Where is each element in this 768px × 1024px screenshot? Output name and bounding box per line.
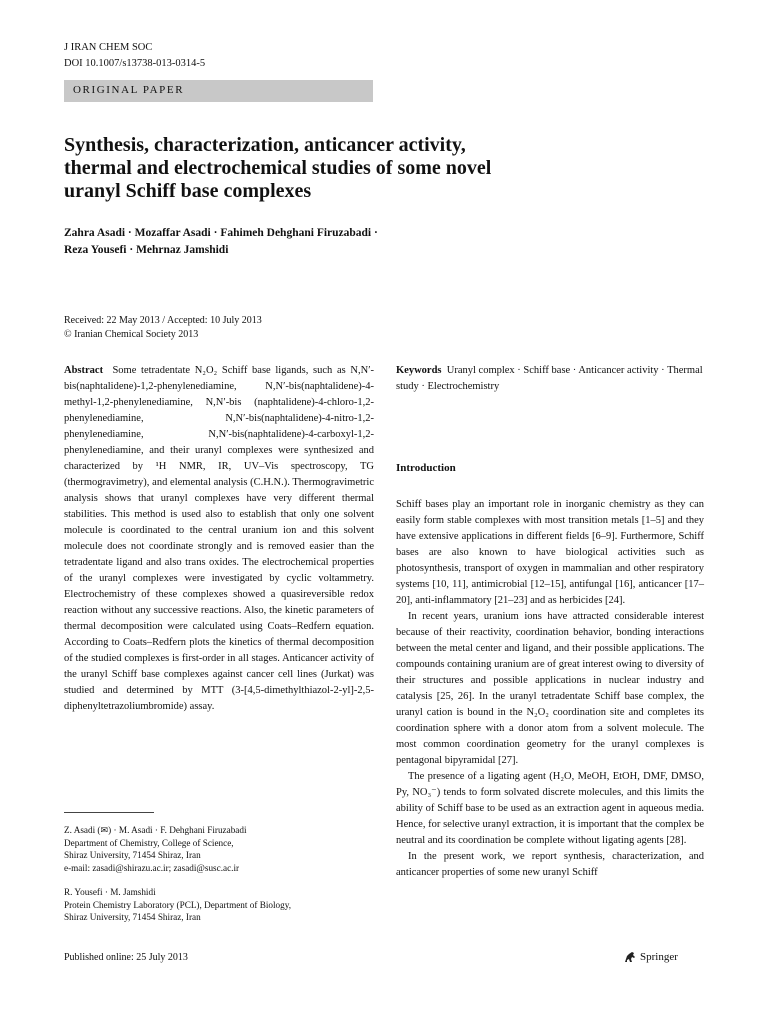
affil-1-email: e-mail: zasadi@shirazu.ac.ir; zasadi@susc.ac.ir (64, 862, 240, 873)
journal-name: J IRAN CHEM SOC (64, 42, 153, 53)
article-type-banner (64, 80, 373, 102)
received-accepted: Received: 22 May 2013 / Accepted: 10 July 2013 (64, 315, 262, 326)
footnote-divider (64, 812, 154, 813)
doi: DOI 10.1007/s13738-013-0314-5 (64, 58, 206, 69)
keywords-heading: Keywords (396, 365, 442, 376)
dates-block (64, 314, 262, 342)
intro-paragraph-1: Schiff bases play an important role in inorganic chemistry as they can easily form stable complexes with most transition metals [1–5] and they have extensive applications in different fields [6–9]. Furthermore, Schiff bases are also known to have biological activities such as photosynthesis, transport of oxygen in mammalian and other respiratory systems [10, 11], antimicrobial [12–15], antifungal [16], anticancer [17–20], anti-inflammatory [21–23] and as herbicides [24]. (396, 499, 704, 606)
paper-title: Synthesis, characterization, anticancer activity, thermal and electrochemical studies of some novel uranyl Schiff base complexes (64, 134, 492, 202)
springer-horse-icon (623, 950, 637, 964)
affiliations (64, 824, 374, 924)
right-column (396, 363, 704, 881)
article-type-label: ORIGINAL PAPER (73, 84, 185, 96)
authors-line-1: Zahra Asadi · Mozaffar Asadi · Fahimeh Dehghani Firuzabadi · (64, 227, 378, 239)
affil-1-authors: Z. Asadi (✉) · M. Asadi · F. Dehghani Firuzabadi (64, 825, 247, 835)
intro-paragraph-2: In recent years, uranium ions have attracted considerable interest because of their reactivity, coordination behavior, bonding interactions between the metal center and ligand, and their possible applications. The compounds containing uranium are of great interest owing to diversity of their structures and possible applications in nuclear industry and catalysis [25, 26]. In the uranyl tetradentate Schiff base complex, the uranyl cation is bound in the N₂O₂ coordination site and completes its coordination sphere with a donor atom from a solvent molecule. The most common coordination geometry for the uranyl complexes is pentagonal bipyramidal [27]. (396, 611, 704, 766)
keywords-text: Uranyl complex · Schiff base · Anticancer activity · Thermal study · Electrochemistry (396, 365, 703, 392)
publisher-logo (623, 950, 678, 964)
abstract-text: Some tetradentate N₂O₂ Schiff base ligands, such as N,N′-bis(naphtalidene)-1,2-phenylenediamine, N,N′-bis(naphtalidene)-4-methyl-1,2-phenylenediamine, N,N′-bis (naphtalidene)-4-chloro-1,2-phenylenediamine, N,N′-bis(naphtalidene)-4-nitro-1,2-phenylenediamine, N,N′-bis(naphtalidene)-4-carboxyl-1,2-phenylenediamine, and their uranyl complexes were synthesized and characterized by ¹H NMR, IR, UV–Vis spectroscopy, TG (thermogravimetry), and elemental analysis (C.H.N.). Thermogravimetric analysis shows that uranyl complexes have very different thermal stabilities. This method is used also to establish that only one solvent molecule is coordinated to the central uranium ion and this solvent molecule does not coordinate strongly and is removed easier than the tetradentate ligand and also trans oxides. The electrochemical properties of the uranyl complexes were investigated by cyclic voltammetry. Electrochemistry of these complexes showed a quasireversible redox reaction without any successive reactions. Also, the kinetic parameters of thermal decomposition were calculated using Coats–Redfern equation. According to Coats–Redfern plots the kinetics of thermal decomposition of the studied complexes is first-order in all stages. Anticancer activity of the uranyl Schiff base complexes against cancer cell lines (Jurkat) was studied and determined by MTT (3-[4,5-dimethylthiazol-2-yl]-2,5-diphenyltetrazoliumbromide) assay. (64, 365, 374, 712)
affil-1-address: Shiraz University, 71454 Shiraz, Iran (64, 850, 201, 860)
affil-2-dept: Protein Chemistry Laboratory (PCL), Department of Biology, (64, 899, 292, 910)
affil-1-dept: Department of Chemistry, College of Science, (64, 837, 234, 848)
publisher-name: Springer (640, 951, 678, 963)
introduction-heading: Introduction (396, 462, 456, 474)
affil-2-address: Shiraz University, 71454 Shiraz, Iran (64, 912, 201, 922)
published-online: Published online: 25 July 2013 (64, 952, 188, 963)
author-list (64, 225, 484, 259)
running-header (64, 40, 205, 72)
intro-paragraph-3: The presence of a ligating agent (H₂O, MeOH, EtOH, DMF, DMSO, Py, NO₃⁻) tends to form solvated discrete molecules, and this limits the ability of Schiff base to be used as an extraction agent in aqueous media. Hence, for selective uranyl extraction, it is important that the complex be neutral and its coordination be complete without ligating agents [28]. (396, 771, 704, 846)
affil-2-authors: R. Yousefi · M. Jamshidi (64, 887, 156, 897)
authors-line-2: Reza Yousefi · Mehrnaz Jamshidi (64, 244, 229, 256)
abstract-heading: Abstract (64, 365, 104, 376)
copyright: © Iranian Chemical Society 2013 (64, 329, 199, 340)
intro-paragraph-4: In the present work, we report synthesis, characterization, and anticancer properties of some new uranyl Schiff (396, 851, 704, 878)
abstract-section (64, 363, 374, 715)
